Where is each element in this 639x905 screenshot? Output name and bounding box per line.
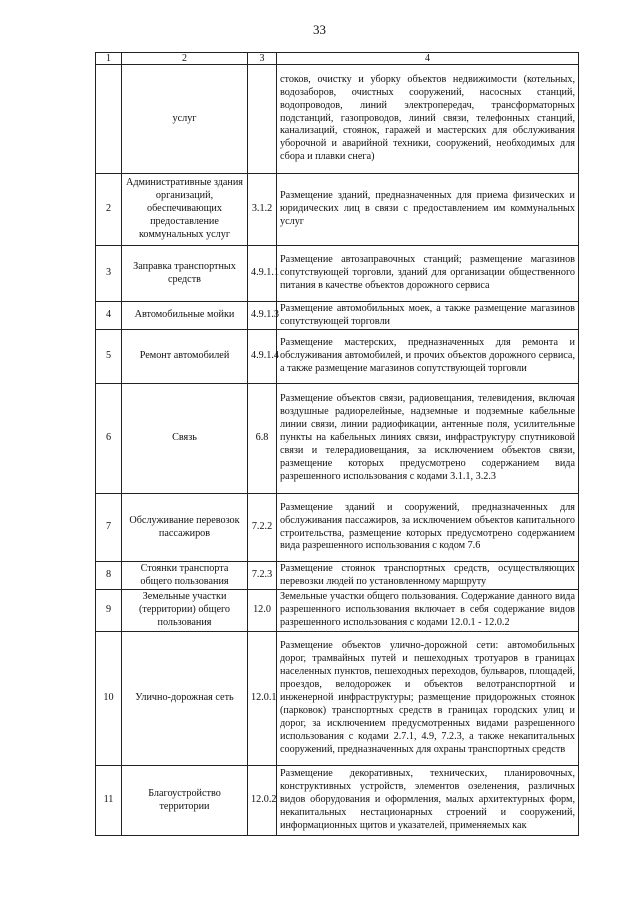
table-row [96,246,579,302]
table-row [96,766,579,836]
row-number: 4 [96,302,122,330]
row-name: Благоустройство территории [122,766,248,836]
row-name: Ремонт автомобилей [122,330,248,384]
row-description: Размещение зданий и сооружений, предназначенных для обслуживания пассажиров, за исключением объектов капитального строительства, размещение которых предусмотрено содержанием вида разрешенного использования с кодом 7.6 [277,494,579,562]
row-number [96,65,122,174]
row-code: 4.9.1.3 [248,302,277,330]
header-cell-1: 1 [96,53,122,65]
table-row [96,562,579,590]
row-code: 12.0.2 [248,766,277,836]
row-name: услуг [122,65,248,174]
row-code: 4.9.1.4 [248,330,277,384]
row-description: Размещение зданий, предназначенных для приема физических и юридических лиц в связи с предоставлением им коммунальных услуг [277,174,579,246]
row-code [248,65,277,174]
header-cell-4: 4 [277,53,579,65]
row-code: 4.9.1.1 [248,246,277,302]
row-number: 5 [96,330,122,384]
row-name: Автомобильные мойки [122,302,248,330]
table-row [96,330,579,384]
row-description: Земельные участки общего пользования. Содержание данного вида разрешенного использования включает в себя содержание видов разрешенного использования с кодами 12.0.1 - 12.0.2 [277,590,579,632]
row-name: Улично-дорожная сеть [122,632,248,766]
row-description: Размещение автозаправочных станций; размещение магазинов сопутствующей торговли, зданий для организации общественного питания в качестве объектов дорожного сервиса [277,246,579,302]
table-row [96,494,579,562]
continuation-row [96,65,579,174]
row-number: 10 [96,632,122,766]
row-code: 12.0 [248,590,277,632]
table-row [96,632,579,766]
row-number: 9 [96,590,122,632]
row-name: Земельные участки (территории) общего пользования [122,590,248,632]
row-description: стоков, очистку и уборку объектов недвижимости (котельных, водозаборов, очистных сооружений, насосных станций, водопроводов, линий электропередач, трансформаторных подстанций, газопроводов, линий связи, телефонных станций, канализаций, стоянок, гаражей и мастерских для обслуживания уборочной и аварийной техники, сооружений, необходимых для сбора и плавки снега) [277,65,579,174]
row-number: 11 [96,766,122,836]
row-number: 8 [96,562,122,590]
header-row [96,53,579,65]
table-row [96,302,579,330]
row-number: 2 [96,174,122,246]
row-name: Административные здания организаций, обеспечивающих предоставление коммунальных услуг [122,174,248,246]
row-name: Стоянки транспорта общего пользования [122,562,248,590]
row-description: Размещение объектов связи, радиовещания, телевидения, включая воздушные радиорелейные, надземные и подземные кабельные линии связи, линии радиофикации, антенные поля, усилительные пункты на кабельных линиях связи, инфраструктуру спутниковой связи и телерадиовещания, за исключением объектов связи, размещение которых предусмотрено содержанием вида разрешенного использования с кодами 3.1.1, 3.2.3 [277,384,579,494]
page-number: 33 [313,22,326,37]
row-description: Размещение мастерских, предназначенных для ремонта и обслуживания автомобилей, и прочих объектов дорожного сервиса, а также размещение магазинов сопутствующей торговли [277,330,579,384]
table-row [96,174,579,246]
row-description: Размещение декоративных, технических, планировочных, конструктивных устройств, элементов озеленения, различных видов оборудования и оформления, малых архитектурных форм, некапитальных нестационарных строений и сооружений, информационных щитов и указателей, применяемых как [277,766,579,836]
row-name: Обслуживание перевозок пассажиров [122,494,248,562]
row-description: Размещение автомобильных моек, а также размещение магазинов сопутствующей торговли [277,302,579,330]
row-code: 3.1.2 [248,174,277,246]
table-row [96,384,579,494]
row-description: Размещение стоянок транспортных средств, осуществляющих перевозки людей по установленному маршруту [277,562,579,590]
row-number: 7 [96,494,122,562]
row-description: Размещение объектов улично-дорожной сети: автомобильных дорог, трамвайных путей и пешеходных тротуаров в границах населенных пунктов, пешеходных переходов, бульваров, площадей, проездов, велодорожек и объектов велотранспортной и инженерной инфраструктуры; размещение придорожных стоянок (парковок) транспортных средств в границах городских улиц и дорог, за исключением предусмотренных видами разрешенного использования с кодами 2.7.1, 4.9, 7.2.3, а также некапитальных сооружений, предназначенных для охраны транспортных средств [277,632,579,766]
row-code: 12.0.1 [248,632,277,766]
row-name: Связь [122,384,248,494]
header-cell-2: 2 [122,53,248,65]
row-code: 6.8 [248,384,277,494]
row-number: 6 [96,384,122,494]
header-cell-3: 3 [248,53,277,65]
table-row [96,590,579,632]
land-use-table [95,52,579,836]
row-number: 3 [96,246,122,302]
row-name: Заправка транспортных средств [122,246,248,302]
row-code: 7.2.3 [248,562,277,590]
row-code: 7.2.2 [248,494,277,562]
